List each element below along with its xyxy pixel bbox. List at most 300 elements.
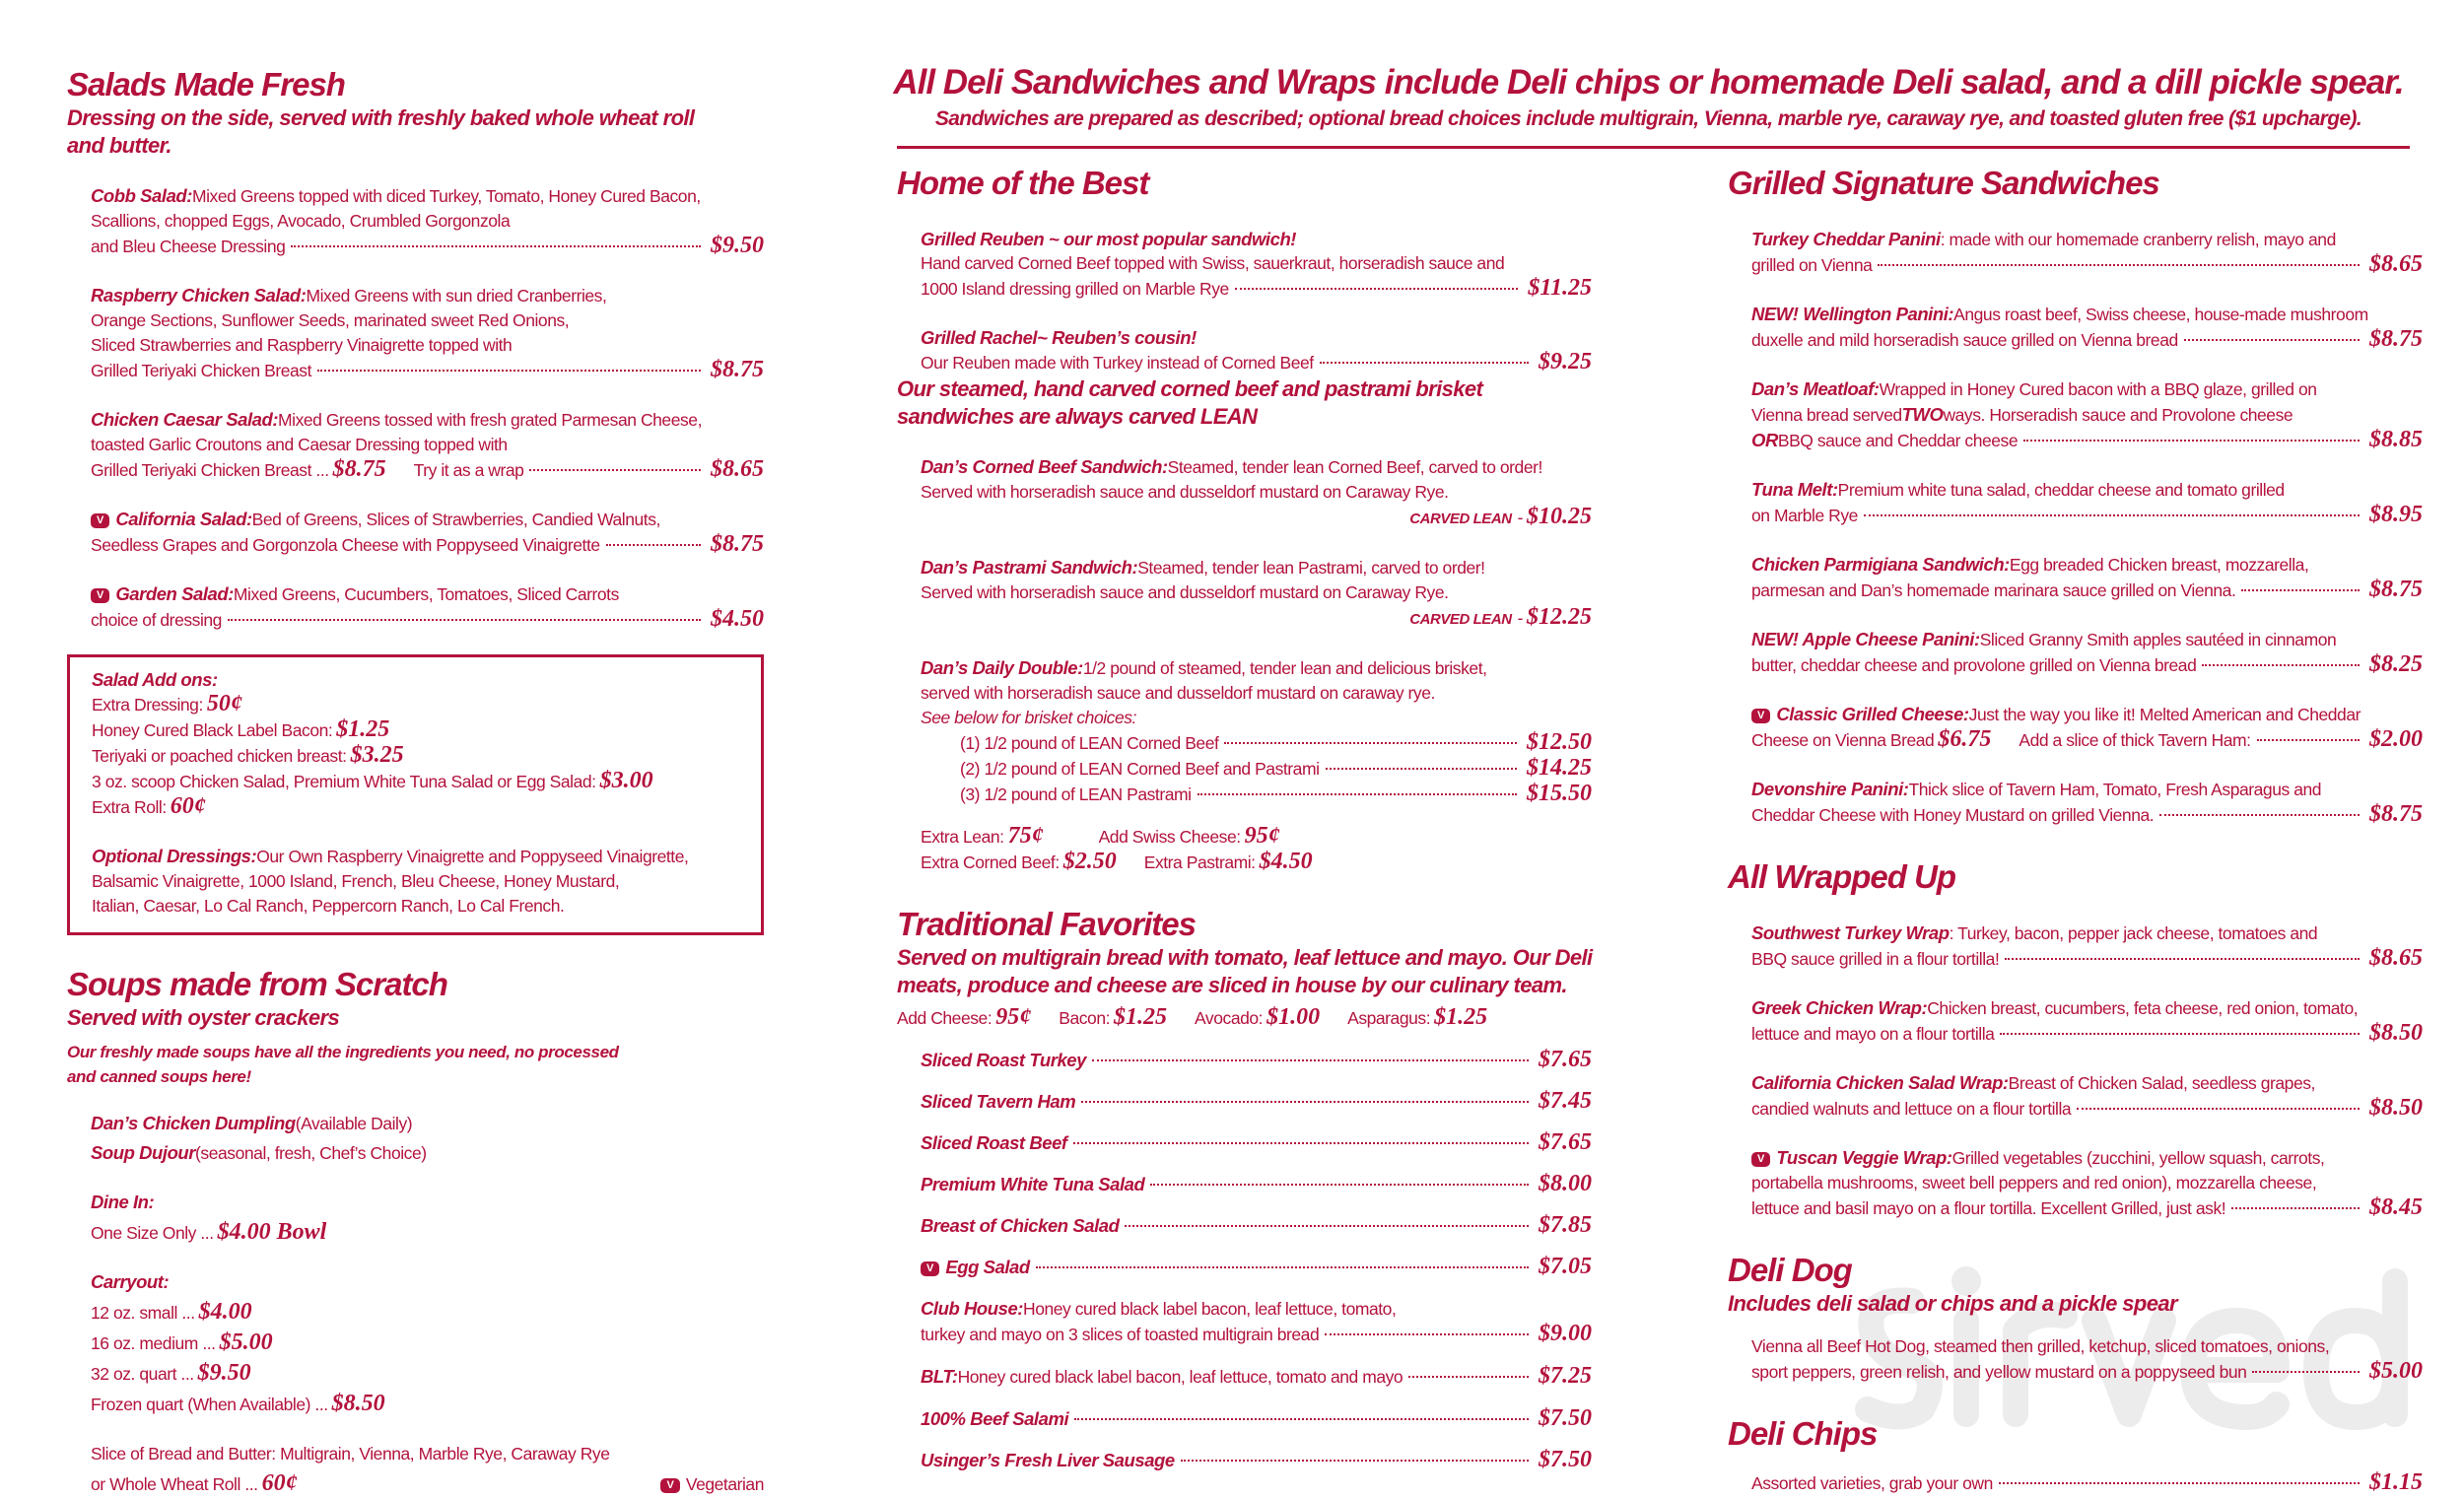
text-line	[921, 655, 1592, 681]
text-line	[1751, 627, 2423, 652]
text-line	[921, 1130, 1592, 1155]
price: $9.25	[1539, 349, 1592, 375]
text-line	[960, 730, 1592, 756]
section-subtitle	[897, 944, 1592, 999]
text: Mixed Greens with sun dried Cranberries,	[306, 286, 607, 306]
price: $4.50	[1259, 849, 1313, 874]
item-name: California Salad:	[115, 509, 252, 529]
price: $8.25	[2369, 651, 2423, 677]
text: Orange Sections, Sunflower Seeds, marinated sweet Red Onions,	[91, 310, 570, 330]
text-line	[1728, 1251, 2423, 1290]
price: $8.50	[331, 1391, 385, 1416]
section-subtitle	[67, 1004, 764, 1032]
text: and Bleu Cheese Dressing	[91, 237, 286, 256]
item-name: Dan’s Daily Double:	[921, 657, 1083, 678]
text-line	[1751, 1145, 2423, 1171]
text: and butter.	[67, 133, 171, 158]
text: lettuce and basil mayo on a flour tortilla. Excellent Grilled, just ask!	[1751, 1198, 2226, 1218]
text: or Whole Wheat Roll ...	[91, 1474, 258, 1494]
text-line	[897, 164, 1592, 203]
text-line	[91, 1389, 764, 1419]
item-name: Southwest Turkey Wrap	[1751, 922, 1950, 943]
text-line	[92, 894, 739, 919]
text: Try it as a wrap	[413, 460, 524, 480]
text: Includes deli salad or chips and a pickle spear	[1728, 1291, 2177, 1316]
text: sandwiches are always carved LEAN	[897, 404, 1258, 429]
price: $1.15	[2369, 1469, 2423, 1495]
header-divider	[897, 146, 2410, 149]
menu-row	[1728, 1470, 2423, 1496]
menu-item	[897, 655, 1592, 730]
text: Slice of Bread and Butter: Multigrain, Vienna, Marble Rye, Caraway Rye	[91, 1444, 610, 1464]
item-name: OR	[1751, 430, 1778, 450]
salad-addons-box	[67, 654, 764, 935]
text: BBQ sauce and Cheddar cheese	[1777, 431, 2019, 450]
text-line	[91, 1468, 764, 1499]
item-name: Grilled Rachel~ Reuben’s cousin!	[921, 327, 1197, 348]
menu-sub-indent	[897, 730, 1592, 807]
text-line	[921, 505, 1592, 531]
price: $11.25	[1528, 275, 1592, 301]
price: $8.75	[2369, 577, 2423, 602]
text-line	[91, 457, 764, 483]
menu-row	[897, 1089, 1592, 1114]
item-name: Premium White Tuna Salad	[921, 1174, 1145, 1194]
text-line	[921, 1448, 1592, 1472]
text: Our freshly made soups have all the ingredients you need, no processed	[67, 1043, 619, 1061]
text-line	[1751, 777, 2423, 802]
text-line	[67, 1040, 764, 1064]
text-line	[91, 532, 764, 558]
text: on Marble Rye	[1751, 506, 1858, 525]
text-line	[1751, 920, 2423, 946]
text-line	[921, 276, 1592, 302]
text-line	[91, 607, 764, 633]
price: 50¢	[206, 691, 242, 716]
price: $14.25	[1527, 755, 1592, 781]
item-name: Sliced Tavern Ham	[921, 1091, 1076, 1112]
price: $2.00	[2369, 726, 2423, 752]
text: Teriyaki or poached chicken breast:	[92, 746, 347, 766]
item-name: Sliced Roast Turkey	[921, 1050, 1086, 1070]
section-subtitle	[1728, 1290, 2423, 1318]
menu-item	[1728, 552, 2423, 603]
text: Steamed, tender lean Corned Beef, carved to order!	[1167, 457, 1542, 477]
text-line	[1728, 1414, 2423, 1454]
text: Extra Lean:	[921, 827, 1004, 847]
price: $12.50	[1527, 729, 1592, 755]
menu-item	[1728, 777, 2423, 828]
section-title	[897, 905, 1592, 944]
price: $2.50	[1062, 849, 1117, 874]
text: served with horseradish sauce and dusseldorf mustard on caraway rye.	[921, 683, 1435, 703]
price: $9.50	[711, 233, 764, 258]
text: Dressing on the side, served with freshly baked whole wheat roll	[67, 105, 695, 130]
menu-item	[92, 667, 739, 820]
menu-item	[67, 283, 764, 383]
menu-row	[897, 1130, 1592, 1155]
text-line	[921, 681, 1592, 706]
text: butter, cheddar cheese and provolone grilled on Vienna bread	[1751, 655, 2197, 675]
text: (2) 1/2 pound of LEAN Corned Beef and Pastrami	[960, 759, 1320, 779]
text-line	[921, 454, 1592, 480]
text-line	[1751, 578, 2423, 603]
price: 60¢	[261, 1470, 298, 1496]
text: 32 oz. quart ...	[91, 1364, 194, 1384]
dotted-leader	[1325, 1333, 1529, 1335]
section-title	[67, 65, 764, 104]
text: Add a slice of thick Tavern Ham:	[2019, 730, 2251, 750]
price: $3.25	[350, 742, 404, 768]
text-line	[921, 706, 1592, 730]
text-line	[1751, 1470, 2423, 1496]
text: toasted Garlic Croutons and Caesar Dressing topped with	[91, 435, 508, 454]
text: Served with horseradish sauce and dusseldorf mustard on Caraway Rye.	[921, 482, 1449, 502]
menu-soup	[67, 1439, 764, 1499]
dotted-leader	[2202, 664, 2360, 666]
menu-row	[897, 1406, 1592, 1431]
section-subtitle	[67, 104, 764, 160]
section-subtitle	[897, 375, 1592, 431]
dotted-leader	[1320, 362, 1529, 364]
text-line	[921, 325, 1592, 350]
text-line	[91, 433, 764, 457]
menu-row	[897, 1255, 1592, 1279]
text-line	[921, 1089, 1592, 1114]
text: 3 oz. scoop Chicken Salad, Premium White Tuna Salad or Egg Salad:	[92, 772, 596, 791]
text-line	[67, 1064, 764, 1089]
text-line	[921, 1048, 1592, 1072]
text: Served with horseradish sauce and dusseldorf mustard on Caraway Rye.	[921, 582, 1449, 602]
text: Salads Made Fresh	[67, 66, 345, 102]
menu-item	[1728, 376, 2423, 453]
menu-row	[897, 1364, 1592, 1390]
dotted-leader	[1878, 264, 2360, 266]
text-line	[897, 905, 1592, 944]
middle-column	[897, 164, 1592, 1472]
menu-item	[1728, 227, 2423, 278]
text-line	[91, 1267, 764, 1297]
price: $8.65	[711, 456, 764, 482]
dotted-leader	[2257, 739, 2360, 741]
text-line	[1751, 252, 2423, 278]
price: $1.00	[1266, 1004, 1321, 1030]
text-line	[92, 869, 739, 894]
item-name: Carryout:	[91, 1271, 170, 1292]
text-line	[91, 183, 764, 209]
text-line	[91, 407, 764, 433]
text: Mixed Greens, Cucumbers, Tomatoes, Sliced Carrots	[233, 584, 619, 604]
text-line	[1751, 402, 2423, 428]
text-line	[921, 555, 1592, 580]
dotted-leader	[228, 619, 701, 621]
text-line	[897, 972, 1592, 999]
item-name: Soup Dujour	[91, 1142, 196, 1163]
text: Served on multigrain bread with tomato, leaf lettuce and mayo. Our Deli	[897, 945, 1593, 970]
text-line	[1751, 1021, 2423, 1047]
text: Served with oyster crackers	[67, 1005, 340, 1030]
text-line	[1751, 227, 2423, 252]
vegetarian-icon: V	[91, 513, 109, 528]
item-name: Dan’s Pastrami Sandwich:	[921, 557, 1138, 578]
dotted-leader	[1326, 768, 1517, 770]
price: $1.25	[1114, 1004, 1168, 1030]
menu-row	[897, 1048, 1592, 1072]
dotted-leader	[2000, 1033, 2360, 1035]
price: $8.75	[711, 531, 764, 557]
item-name: Optional Dressings:	[92, 846, 257, 866]
menu-row	[897, 1296, 1592, 1347]
text-line	[67, 1004, 764, 1032]
text-line	[921, 850, 1592, 875]
text-line	[1751, 652, 2423, 678]
text: Asparagus:	[1347, 1008, 1431, 1028]
text-line	[91, 308, 764, 333]
section-title	[1728, 164, 2423, 203]
text-line	[91, 283, 764, 308]
menu-row	[897, 824, 1592, 875]
text: Extra Corned Beef:	[921, 852, 1060, 872]
text: choice of dressing	[91, 610, 222, 630]
text-line	[1751, 552, 2423, 578]
menu-item	[67, 407, 764, 483]
text-line	[1751, 1195, 2423, 1221]
text-line	[67, 104, 764, 132]
dotted-leader	[2241, 589, 2360, 591]
text-line	[921, 350, 1592, 375]
text: Our Own Raspberry Vinaigrette and Poppyseed Vinaigrette,	[256, 847, 689, 866]
menu-item	[1728, 920, 2423, 972]
price: $4.00 Bowl	[217, 1219, 327, 1245]
text-line	[67, 65, 764, 104]
text: Traditional Favorites	[897, 906, 1196, 942]
menu-item	[92, 844, 739, 919]
text: (seasonal, fresh, Chef’s Choice)	[195, 1143, 427, 1163]
menu-row	[1728, 1334, 2423, 1385]
text: Avocado:	[1195, 1008, 1264, 1028]
text: Seedless Grapes and Gorgonzola Cheese with Poppyseed Vinaigrette	[91, 535, 600, 555]
text: Bacon:	[1059, 1008, 1111, 1028]
item-name: Cobb Salad:	[91, 185, 192, 206]
item-name: Garden Salad:	[115, 583, 234, 604]
vegetarian-icon: V	[660, 1478, 679, 1493]
text: Mixed Greens tossed with fresh grated Parmesan Cheese,	[278, 410, 702, 430]
text: Just the way you like it! Melted American and Cheddar	[1968, 705, 2361, 724]
vegetarian-icon: V	[91, 588, 109, 603]
text: Cheddar Cheese with Honey Mustard on grilled Vienna.	[1751, 805, 2155, 825]
item-name: Club House:	[921, 1298, 1023, 1319]
price: $8.75	[2369, 801, 2423, 827]
text: candied walnuts and lettuce on a flour tortilla	[1751, 1099, 2072, 1119]
text-line	[921, 1322, 1592, 1347]
text: Italian, Caesar, Lo Cal Ranch, Peppercorn Ranch, Lo Cal French.	[92, 896, 565, 916]
text: All Wrapped Up	[1728, 858, 1956, 895]
section-title	[1728, 1414, 2423, 1454]
text: Assorted varieties, grab your own	[1751, 1473, 1993, 1493]
italic-note: See below for brisket choices:	[921, 708, 1136, 727]
text: Chicken breast, cucumbers, feta cheese, red onion, tomato,	[1927, 998, 2359, 1018]
dotted-leader	[2231, 1207, 2360, 1209]
item-name: Salad Add ons:	[92, 669, 218, 690]
text: -	[1517, 608, 1523, 628]
price: $7.50	[1539, 1405, 1592, 1431]
text-line	[91, 1297, 764, 1328]
text: Vienna bread served	[1751, 405, 1902, 425]
text: Vienna all Beef Hot Dog, steamed then grilled, ketchup, sliced tomatoes, onions,	[1751, 1336, 2330, 1356]
price: 95¢	[995, 1004, 1032, 1030]
item-name: Raspberry Chicken Salad:	[91, 285, 307, 306]
text-line	[1728, 1290, 2423, 1318]
menu-item	[897, 227, 1592, 302]
text: Balsamic Vinaigrette, 1000 Island, French, Bleu Cheese, Honey Mustard,	[92, 871, 620, 891]
text-line	[91, 1358, 764, 1389]
item-name: Chicken Parmigiana Sandwich:	[1751, 554, 2010, 575]
price: $7.45	[1539, 1088, 1592, 1114]
text: 1000 Island dressing grilled on Marble Rye	[921, 279, 1229, 299]
left-column	[67, 65, 764, 1499]
text-line	[921, 824, 1592, 850]
menu-row	[897, 1172, 1592, 1196]
right-column	[1728, 164, 2423, 1496]
text: (3) 1/2 pound of LEAN Pastrami	[960, 784, 1192, 804]
text: Grilled Teriyaki Chicken Breast	[91, 361, 312, 380]
text-line	[1751, 946, 2423, 972]
text: Egg breaded Chicken breast, mozzarella,	[2009, 555, 2309, 575]
item-name: Greek Chicken Wrap:	[1751, 997, 1928, 1018]
text: meats, produce and cheese are sliced in house by our culinary team.	[897, 973, 1567, 997]
text-line	[897, 375, 1592, 403]
price: $1.25	[1434, 1004, 1488, 1030]
dotted-leader	[1150, 1184, 1529, 1186]
text: Bed of Greens, Slices of Strawberries, Candied Walnuts,	[251, 510, 660, 529]
item-name: Grilled Reuben ~ our most popular sandwich!	[921, 229, 1297, 249]
price: $8.95	[2369, 502, 2423, 527]
dotted-leader	[1092, 1059, 1529, 1061]
text-line	[67, 132, 764, 160]
text: Thick slice of Tavern Ham, Tomato, Fresh Asparagus and	[1908, 780, 2322, 799]
item-name: 100% Beef Salami	[921, 1408, 1069, 1429]
text: -	[1517, 508, 1523, 527]
text: Deli Chips	[1728, 1415, 1878, 1452]
menu-soup	[67, 1267, 764, 1419]
item-name: Breast of Chicken Salad	[921, 1215, 1120, 1236]
menu-item	[67, 507, 764, 558]
dotted-leader	[1036, 1266, 1529, 1268]
text-line	[1751, 702, 2423, 727]
text: lettuce and mayo on a flour tortilla	[1751, 1024, 1995, 1044]
text: portabella mushrooms, sweet bell peppers and red onion), mozzarella cheese,	[1751, 1173, 2317, 1192]
carved-lean-label: CARVED LEAN	[1409, 511, 1512, 527]
price: $3.00	[599, 768, 653, 793]
text: 16 oz. medium ...	[91, 1333, 216, 1353]
price: 75¢	[1007, 823, 1044, 849]
item-name: Egg Salad	[945, 1257, 1030, 1277]
section-title	[897, 164, 1592, 203]
text-line	[91, 581, 764, 607]
text: ways. Horseradish sauce and Provolone cheese	[1943, 405, 2293, 425]
text-line	[897, 403, 1592, 431]
menu-soup	[67, 1109, 764, 1168]
menu-item	[67, 183, 764, 259]
menu-row	[897, 1213, 1592, 1238]
price: 60¢	[170, 793, 206, 819]
text-line	[921, 1406, 1592, 1431]
dotted-leader	[317, 370, 701, 372]
text-line	[921, 605, 1592, 632]
item-name: Dan’s Chicken Dumpling	[91, 1113, 296, 1133]
text-line	[960, 756, 1592, 782]
text-line	[92, 794, 739, 820]
text-line	[92, 692, 739, 717]
text: Our steamed, hand carved corned beef and pastrami brisket	[897, 376, 1483, 401]
text: Angus roast beef, Swiss cheese, house-made mushroom	[1953, 305, 2368, 324]
vegetarian-icon: V	[1751, 1152, 1770, 1167]
section-title	[67, 965, 764, 1004]
dotted-leader	[2077, 1108, 2360, 1110]
text: : Turkey, bacon, pepper jack cheese, tomatoes and	[1949, 923, 2318, 943]
text-line	[921, 480, 1592, 505]
text: Wrapped in Honey Cured bacon with a BBQ glaze, grilled on	[1879, 379, 2317, 399]
price: $8.75	[711, 357, 764, 382]
menu-item	[897, 555, 1592, 632]
text-line	[921, 1364, 1592, 1390]
text-line	[92, 667, 739, 692]
text-line	[897, 944, 1592, 972]
text: Honey cured black label bacon, leaf lettuce, tomato and mayo	[957, 1367, 1403, 1387]
dotted-leader	[529, 469, 701, 471]
price: 95¢	[1244, 823, 1280, 849]
text-line	[1751, 727, 2423, 753]
text-line	[921, 227, 1592, 251]
text-line	[91, 1328, 764, 1358]
menu-item	[1728, 477, 2423, 528]
text: Steamed, tender lean Pastrami, carved to order!	[1137, 558, 1485, 578]
carved-lean-label: CARVED LEAN	[1409, 611, 1512, 628]
item-name: Tuna Melt:	[1751, 479, 1838, 500]
text: Grilled vegetables (zucchini, yellow squash, carrots,	[1951, 1148, 2325, 1168]
dotted-leader	[1235, 288, 1518, 290]
price: $8.75	[2369, 326, 2423, 352]
menu-row	[897, 1448, 1592, 1472]
text-line	[921, 1296, 1592, 1322]
text-line	[921, 1255, 1592, 1279]
text: duxelle and mild horseradish sauce grilled on Vienna bread	[1751, 330, 2178, 350]
dotted-leader	[2023, 440, 2360, 442]
text-line	[92, 743, 739, 769]
text: Our Reuben made with Turkey instead of Corned Beef	[921, 353, 1314, 373]
header-title: All Deli Sandwiches and Wraps include Deli chips or homemade Deli salad, and a dill pickle spear.	[893, 63, 2404, 102]
text: Grilled Signature Sandwiches	[1728, 165, 2159, 201]
dotted-leader	[1073, 1142, 1529, 1144]
text: Honey Cured Black Label Bacon:	[92, 720, 333, 740]
item-name: Chicken Caesar Salad:	[91, 409, 279, 430]
price: $9.50	[197, 1360, 251, 1386]
text-line	[1728, 857, 2423, 897]
text: Honey cured black label bacon, leaf lettuce, tomato,	[1023, 1299, 1397, 1319]
item-name: NEW! Wellington Panini:	[1751, 304, 1954, 324]
text-line	[91, 234, 764, 259]
text-line	[1751, 503, 2423, 528]
item-name: Dine In:	[91, 1192, 155, 1212]
text: Premium white tuna salad, cheddar cheese and tomato grilled	[1837, 480, 2285, 500]
menu-item	[897, 325, 1592, 375]
price: $8.75	[332, 456, 386, 482]
text-line	[91, 1439, 764, 1468]
item-name: Usinger’s Fresh Liver Sausage	[921, 1450, 1175, 1470]
price: $8.65	[2369, 945, 2423, 971]
dotted-leader	[1864, 514, 2360, 516]
text: Home of the Best	[897, 165, 1149, 201]
